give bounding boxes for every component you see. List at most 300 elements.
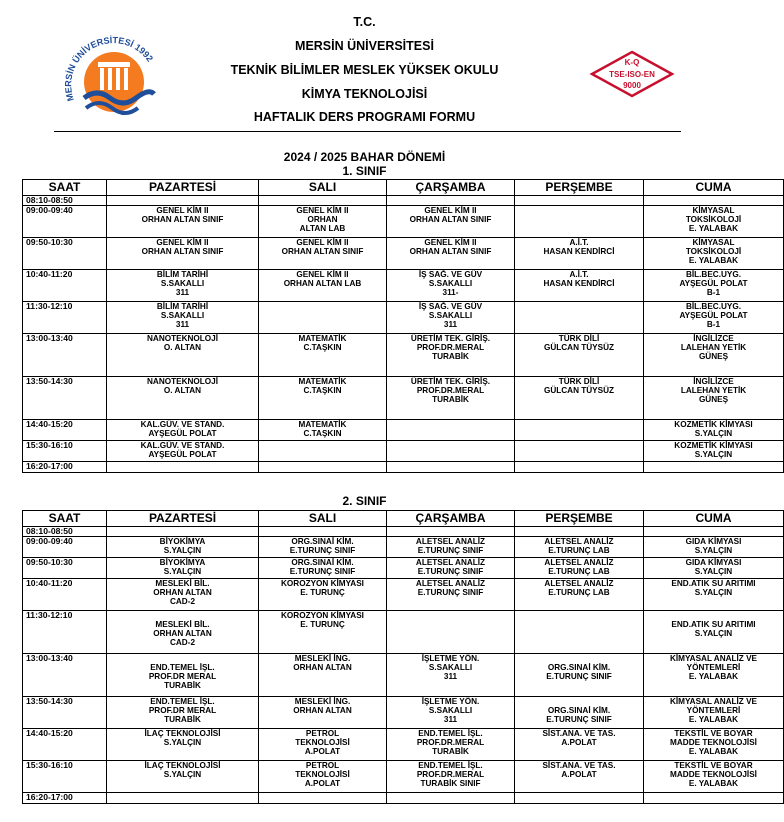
course-line: GENEL KİM II [156,238,209,247]
col-header-carsamba: ÇARŞAMBA [387,511,515,527]
course-cell-pazartesi [107,334,259,377]
course-line: KOZMETİK KİMYASI [674,441,753,450]
course-cell-cuma [644,729,784,761]
table-row [23,729,784,761]
course-line: ALTAN LAB [299,224,346,233]
course-line: 311 [443,672,458,681]
table-header-row [23,180,784,196]
course-cell-sali [259,558,387,579]
course-cell-sali [259,238,387,270]
course-cell-pazartesi [107,377,259,420]
course-cell-carsamba [387,238,515,270]
course-cell-cuma [644,537,784,558]
course-cell-sali [259,729,387,761]
time-slot-cell: 13:50-14:30 [23,377,107,420]
course-line: PROF.DR.MERAL [416,738,485,747]
course-cell-cuma [644,334,784,377]
course-line: KOZMETİK KİMYASI [674,420,753,429]
course-line: S.YALÇIN [694,629,733,638]
course-line: GÜNEŞ [698,352,729,361]
course-cell-cuma [644,238,784,270]
course-cell-sali [259,527,387,537]
course-cell-pazartesi [107,420,259,441]
course-cell-cuma [644,697,784,729]
course-cell-pazartesi [107,206,259,238]
time-slot-cell: 13:00-13:40 [23,334,107,377]
course-line: KİMYASAL ANALİZ VE [669,654,758,663]
stamp-line-1: K-Q [624,58,640,67]
course-line: E. TURUNÇ [300,588,345,597]
col-header-saat: SAAT [23,180,107,196]
course-line: HASAN KENDİRCİ [543,247,615,256]
time-slot-cell: 14:40-15:20 [23,420,107,441]
course-cell-sali [259,697,387,729]
table-row [23,579,784,611]
logo-left-text: MERSİN ÜNİVERSİTESİ 1992 [63,35,156,103]
course-line: ALETSEL ANALİZ [415,579,486,588]
time-slot-cell: 08:10-08:50 [23,527,107,537]
course-line: ÜRETİM TEK. GİRİŞ. [410,377,491,386]
course-line: KİMYASAL [692,206,735,215]
course-line: PROF.DR.MERAL [416,386,485,395]
course-line: TÜRK DİLİ [558,377,600,386]
course-line: BİL.BEC.UYG. [685,302,742,311]
course-cell-pazartesi [107,611,259,654]
course-line: CAD-2 [169,597,196,606]
course-cell-sali [259,793,387,804]
course-line: B-1 [706,288,721,297]
course-line: TEKSTİL VE BOYAR [674,729,753,738]
course-line: B-1 [706,320,721,329]
term-title: 2024 / 2025 BAHAR DÖNEMİ [283,150,446,164]
course-cell-pazartesi [107,697,259,729]
course-cell-carsamba [387,611,515,654]
course-line: TURABİK [432,352,469,361]
course-cell-cuma [644,761,784,793]
course-line: A.POLAT [561,738,597,747]
course-line: KİMYASAL [692,238,735,247]
course-cell-cuma [644,377,784,420]
course-cell-cuma [644,579,784,611]
course-line: KAL.GÜV. VE STAND. [140,420,225,429]
course-line: ORHAN ALTAN [293,663,352,672]
col-header-sali: SALI [259,511,387,527]
course-line: E.TURUNÇ LAB [548,546,610,555]
course-cell-persembe [515,537,644,558]
course-line: GIDA KİMYASI [685,537,742,546]
course-line: ORHAN ALTAN SINIF [409,215,492,224]
course-cell-sali [259,334,387,377]
course-line: SİST.ANA. VE TAS. [542,761,616,770]
course-line: END.TEMEL İŞL. [418,761,483,770]
course-line: BİYOKİMYA [159,537,206,546]
course-cell-persembe [515,729,644,761]
course-line: ORHAN ALTAN SINIF [141,247,224,256]
course-cell-persembe [515,270,644,302]
table-row [23,527,784,537]
course-cell-pazartesi [107,579,259,611]
course-line: PETROL [305,729,340,738]
course-line: ALETSEL ANALİZ [415,558,486,567]
course-line: S.YALÇIN [163,546,202,555]
course-line [109,654,256,663]
course-line: E.TURUNÇ LAB [548,567,610,576]
course-cell-cuma [644,270,784,302]
course-cell-sali [259,441,387,462]
table-row [23,793,784,804]
course-cell-persembe [515,238,644,270]
course-line: PROF.DR MERAL [148,672,217,681]
table-row [23,334,784,377]
course-cell-carsamba [387,302,515,334]
course-line: TURABİK [164,715,201,724]
course-line: LALEHAN YETİK [680,386,747,395]
course-line: ÜRETİM TEK. GİRİŞ. [410,334,491,343]
course-line: O. ALTAN [163,386,202,395]
course-line: GIDA KİMYASI [685,558,742,567]
table-row [23,270,784,302]
course-line: C.TAŞKIN [303,343,342,352]
course-line: NANOTEKNOLOJİ [147,334,218,343]
stamp-line-3: 9000 [623,81,641,90]
course-line: BİLİM TARİHİ [156,270,209,279]
course-line: AYŞEGÜL POLAT [148,450,217,459]
course-cell-carsamba [387,270,515,302]
course-line: 311 [175,320,190,329]
table-row [23,654,784,697]
course-line: MESLEKİ İNG. [294,697,351,706]
course-cell-pazartesi [107,793,259,804]
course-line: 311- [442,288,459,297]
course-cell-pazartesi [107,729,259,761]
course-line: A.İ.T. [569,238,589,247]
course-cell-persembe [515,579,644,611]
table-row [23,697,784,729]
course-line: TURABİK [432,395,469,404]
course-line: E.TURUNÇ SINIF [289,567,356,576]
course-line: MATEMATİK [298,420,347,429]
course-line: S.SAKALLI [160,311,205,320]
course-line: TURABİK [432,747,469,756]
col-header-persembe: PERŞEMBE [515,180,644,196]
time-slot-cell: 13:00-13:40 [23,654,107,697]
course-line: MADDE TEKNOLOJİSİ [670,770,757,779]
course-line: İŞ SAĞ. VE GÜV [418,302,483,311]
course-cell-carsamba [387,334,515,377]
course-cell-carsamba [387,420,515,441]
course-cell-persembe [515,462,644,473]
col-header-pazartesi: PAZARTESİ [107,180,259,196]
course-line: S.YALÇIN [163,567,202,576]
course-line: A.POLAT [304,747,341,756]
course-cell-sali [259,206,387,238]
course-cell-cuma [644,654,784,697]
course-line: TURABİK [164,681,201,690]
table-row [23,558,784,579]
course-line: ORG.SINAİ KİM. [291,558,354,567]
course-line: E.TURUNÇ SINIF [417,588,484,597]
course-line: E.TURUNÇ LAB [548,588,610,597]
time-slot-cell: 11:30-12:10 [23,611,107,654]
course-cell-cuma [644,611,784,654]
course-line: PROF.DR MERAL [148,706,217,715]
course-line: GENEL KİM II [296,270,349,279]
course-line: AYŞEGÜL POLAT [679,311,748,320]
course-line: ORG.SINAİ KİM. [291,537,354,546]
header-divider [54,131,681,132]
course-line: CAD-2 [169,638,196,647]
course-line: GÜLCAN TÜYSÜZ [543,386,615,395]
course-cell-persembe [515,377,644,420]
col-header-pazartesi: PAZARTESİ [107,511,259,527]
course-line: YÖNTEMLERİ [686,663,741,672]
course-line: NANOTEKNOLOJİ [147,377,218,386]
course-line: GENEL KİM II [156,206,209,215]
course-line: E. YALABAK [688,256,739,265]
course-cell-carsamba [387,558,515,579]
course-line: 311 [443,715,458,724]
course-cell-cuma [644,527,784,537]
course-cell-pazartesi [107,302,259,334]
course-line: E.TURUNÇ SINIF [289,546,356,555]
course-cell-pazartesi [107,441,259,462]
course-cell-cuma [644,302,784,334]
course-line: A.İ.T. [569,270,589,279]
col-header-cuma: CUMA [644,180,784,196]
course-line [517,697,641,706]
class1-title: 1. SINIF [342,164,387,178]
course-line: TEKSTİL VE BOYAR [674,761,753,770]
time-slot-cell: 15:30-16:10 [23,441,107,462]
course-cell-sali [259,302,387,334]
course-cell-carsamba [387,206,515,238]
course-line: SİST.ANA. VE TAS. [542,729,616,738]
col-header-cuma: CUMA [644,511,784,527]
course-line: AYŞEGÜL POLAT [679,279,748,288]
course-line: MADDE TEKNOLOJİSİ [670,738,757,747]
course-line: ORHAN [307,215,338,224]
course-line: TÜRK DİLİ [558,334,600,343]
course-cell-pazartesi [107,558,259,579]
course-line: LALEHAN YETİK [680,343,747,352]
course-cell-sali [259,761,387,793]
course-line: E.TURUNÇ SINIF [417,546,484,555]
table-row [23,462,784,473]
course-line: İNGİLİZCE [693,377,734,386]
time-slot-cell: 09:00-09:40 [23,537,107,558]
course-line: ORHAN ALTAN [153,588,212,597]
course-cell-persembe [515,334,644,377]
course-line: PROF.DR.MERAL [416,343,485,352]
table-row [23,206,784,238]
header-department: KİMYA TEKNOLOJİSİ [301,87,428,101]
table-row [23,196,784,206]
table-row [23,761,784,793]
col-header-persembe: PERŞEMBE [515,511,644,527]
course-line [517,654,641,663]
course-line: 311 [443,320,458,329]
course-cell-pazartesi [107,238,259,270]
course-line: KOROZYON KİMYASI [281,611,364,620]
course-line: TOKSİKOLOJİ [685,247,742,256]
time-slot-cell: 16:20-17:00 [23,462,107,473]
course-line: E.TURUNÇ SINIF [417,567,484,576]
course-line: KOROZYON KİMYASI [281,579,364,588]
course-cell-sali [259,462,387,473]
course-line: AYŞEGÜL POLAT [148,429,217,438]
course-line: İLAÇ TEKNOLOJİSİ [144,761,221,770]
time-slot-cell: 09:00-09:40 [23,206,107,238]
course-line: S.YALÇIN [694,546,733,555]
header-university: MERSİN ÜNİVERSİTESİ [295,39,434,53]
time-slot-cell: 09:50-10:30 [23,558,107,579]
course-cell-pazartesi [107,761,259,793]
class2-title: 2. SINIF [342,494,387,508]
course-cell-carsamba [387,579,515,611]
course-line: MESLEKİ BİL. [155,579,210,588]
course-line: END.ATIK SU ARITIMI [671,579,756,588]
course-line: A.POLAT [561,770,597,779]
course-line: ALETSEL ANALİZ [544,558,614,567]
course-line: S.YALÇIN [694,567,733,576]
course-line: GENEL KİM II [296,238,349,247]
class2-schedule-table [22,510,784,804]
course-line: KİMYASAL ANALİZ VE [669,697,758,706]
course-line: S.SAKALLI [428,706,473,715]
course-cell-cuma [644,206,784,238]
course-line: ORHAN ALTAN [153,629,212,638]
col-header-sali: SALI [259,180,387,196]
course-line: TEKNOLOJİSİ [295,770,350,779]
course-line: ALETSEL ANALİZ [544,537,614,546]
course-line: O. ALTAN [163,343,202,352]
course-line: İŞLETME YÖN. [421,654,480,663]
course-cell-carsamba [387,697,515,729]
course-line: PETROL [305,761,340,770]
course-cell-sali [259,611,387,654]
course-cell-carsamba [387,654,515,697]
course-line: MATEMATİK [298,334,347,343]
course-line: ORG.SINAİ KİM. [547,663,611,672]
course-cell-cuma [644,558,784,579]
course-line: E. YALABAK [688,779,739,788]
header-school: TEKNİK BİLİMLER MESLEK YÜKSEK OKULU [230,63,499,77]
course-cell-pazartesi [107,462,259,473]
course-cell-carsamba [387,761,515,793]
course-line: BİYOKİMYA [159,558,206,567]
time-slot-cell: 09:50-10:30 [23,238,107,270]
course-cell-persembe [515,654,644,697]
time-slot-cell: 10:40-11:20 [23,579,107,611]
course-cell-persembe [515,697,644,729]
course-line: ORHAN ALTAN SINIF [281,247,364,256]
course-line: GÜLCAN TÜYSÜZ [543,343,615,352]
time-slot-cell: 15:30-16:10 [23,761,107,793]
course-cell-carsamba [387,527,515,537]
course-line: PROF.DR.MERAL [416,770,485,779]
course-line: TEKNOLOJİSİ [295,738,350,747]
course-line: END.TEMEL İŞL. [418,729,483,738]
course-cell-persembe [515,420,644,441]
course-cell-pazartesi [107,527,259,537]
course-line: MESLEKİ İNG. [294,654,351,663]
table-row [23,611,784,654]
course-cell-persembe [515,206,644,238]
time-slot-cell: 08:10-08:50 [23,196,107,206]
course-cell-persembe [515,611,644,654]
course-cell-carsamba [387,462,515,473]
header-form-title: HAFTALIK DERS PROGRAMI FORMU [253,110,476,124]
course-line: HASAN KENDİRCİ [543,279,615,288]
course-cell-carsamba [387,196,515,206]
course-line: ALETSEL ANALİZ [415,537,486,546]
course-line [109,611,256,620]
table-row [23,441,784,462]
course-cell-persembe [515,761,644,793]
time-slot-cell: 10:40-11:20 [23,270,107,302]
course-line: E. YALABAK [688,747,739,756]
course-line: C.TAŞKIN [303,429,342,438]
course-line: S.YALÇIN [163,770,202,779]
course-cell-sali [259,270,387,302]
course-line: YÖNTEMLERİ [686,706,741,715]
course-line: MATEMATİK [298,377,347,386]
course-line: GENEL KİM II [424,206,477,215]
course-cell-sali [259,579,387,611]
course-cell-pazartesi [107,196,259,206]
course-cell-persembe [515,558,644,579]
course-line: A.POLAT [304,779,341,788]
course-line: ORHAN ALTAN SINIF [141,215,224,224]
stamp-line-2: TSE-ISO-EN [609,70,655,79]
course-cell-sali [259,654,387,697]
course-line: END.ATIK SU ARITIMI [671,620,756,629]
document-header [0,0,729,135]
course-line: ALETSEL ANALİZ [544,579,614,588]
course-line: MESLEKİ BİL. [155,620,210,629]
course-line: ORHAN ALTAN [293,706,352,715]
course-line: S.SAKALLI [428,279,473,288]
course-line: S.SAKALLI [160,279,205,288]
course-cell-carsamba [387,537,515,558]
table-header-row [23,511,784,527]
course-line: ORHAN ALTAN SINIF [409,247,492,256]
time-slot-cell: 13:50-14:30 [23,697,107,729]
col-header-carsamba: ÇARŞAMBA [387,180,515,196]
table-row [23,377,784,420]
course-line: BİL.BEC.UYG. [685,270,742,279]
course-line: İNGİLİZCE [693,334,734,343]
course-cell-sali [259,196,387,206]
course-line: TURABİK SINIF [420,779,481,788]
course-cell-sali [259,420,387,441]
course-line: E. YALABAK [688,672,739,681]
course-line: END.TEMEL İŞL. [150,663,215,672]
course-cell-cuma [644,441,784,462]
course-cell-persembe [515,196,644,206]
course-cell-persembe [515,441,644,462]
course-cell-persembe [515,302,644,334]
course-line: GENEL KİM II [296,206,349,215]
course-cell-carsamba [387,441,515,462]
course-cell-carsamba [387,729,515,761]
course-line: E.TURUNÇ SINIF [546,715,612,724]
course-line: E. YALABAK [688,715,739,724]
time-slot-cell: 14:40-15:20 [23,729,107,761]
course-line: İŞ SAĞ. VE GÜV [418,270,483,279]
class1-schedule-table [22,179,784,473]
course-line: ORHAN ALTAN LAB [283,279,362,288]
